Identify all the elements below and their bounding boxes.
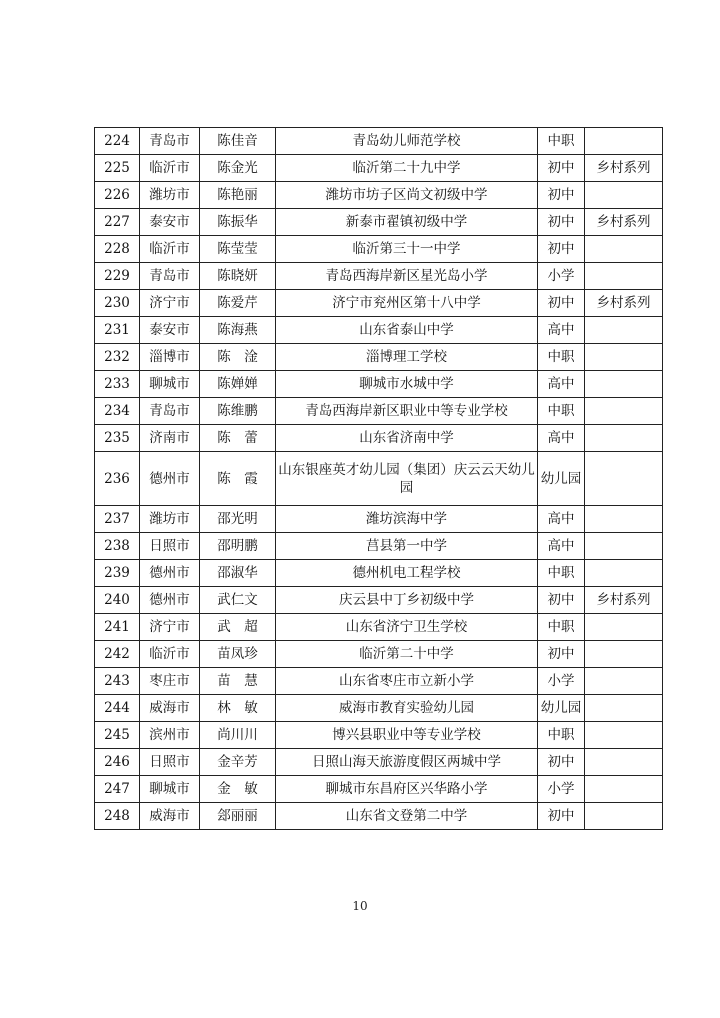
cell-city: 枣庄市 bbox=[140, 668, 200, 695]
cell-city: 威海市 bbox=[140, 803, 200, 830]
table-row bbox=[95, 290, 663, 317]
cell-teacher-name: 陈艳丽 bbox=[200, 182, 276, 209]
cell-school: 青岛西海岸新区星光岛小学 bbox=[276, 263, 538, 290]
cell-city: 淄博市 bbox=[140, 344, 200, 371]
cell-city: 德州市 bbox=[140, 452, 200, 506]
cell-school: 青岛幼儿师范学校 bbox=[276, 128, 538, 155]
cell-serial-number: 241 bbox=[95, 614, 140, 641]
cell-school: 山东省济南中学 bbox=[276, 425, 538, 452]
cell-school-level: 高中 bbox=[538, 533, 585, 560]
cell-school: 聊城市水城中学 bbox=[276, 371, 538, 398]
cell-note: 乡村系列 bbox=[585, 209, 663, 236]
cell-school: 山东省济宁卫生学校 bbox=[276, 614, 538, 641]
cell-teacher-name: 苗凤珍 bbox=[200, 641, 276, 668]
cell-school-level: 高中 bbox=[538, 317, 585, 344]
cell-serial-number: 234 bbox=[95, 398, 140, 425]
cell-school-level: 初中 bbox=[538, 641, 585, 668]
cell-city: 济南市 bbox=[140, 425, 200, 452]
cell-city: 日照市 bbox=[140, 749, 200, 776]
table-row bbox=[95, 614, 663, 641]
cell-note bbox=[585, 317, 663, 344]
cell-school-level: 中职 bbox=[538, 560, 585, 587]
table-row bbox=[95, 344, 663, 371]
cell-city: 聊城市 bbox=[140, 371, 200, 398]
cell-note bbox=[585, 398, 663, 425]
cell-school: 山东省泰山中学 bbox=[276, 317, 538, 344]
cell-city: 日照市 bbox=[140, 533, 200, 560]
cell-school: 山东省枣庄市立新小学 bbox=[276, 668, 538, 695]
cell-serial-number: 231 bbox=[95, 317, 140, 344]
cell-note bbox=[585, 668, 663, 695]
cell-teacher-name: 陈佳音 bbox=[200, 128, 276, 155]
cell-teacher-name: 陈海燕 bbox=[200, 317, 276, 344]
cell-serial-number: 245 bbox=[95, 722, 140, 749]
cell-teacher-name: 邵淑华 bbox=[200, 560, 276, 587]
table-row bbox=[95, 668, 663, 695]
cell-serial-number: 248 bbox=[95, 803, 140, 830]
cell-serial-number: 235 bbox=[95, 425, 140, 452]
cell-serial-number: 242 bbox=[95, 641, 140, 668]
cell-school-level: 中职 bbox=[538, 614, 585, 641]
cell-city: 青岛市 bbox=[140, 398, 200, 425]
cell-school-level: 小学 bbox=[538, 263, 585, 290]
cell-note: 乡村系列 bbox=[585, 587, 663, 614]
cell-school: 日照山海天旅游度假区两城中学 bbox=[276, 749, 538, 776]
cell-city: 泰安市 bbox=[140, 209, 200, 236]
cell-school-level: 初中 bbox=[538, 182, 585, 209]
cell-school-level: 幼儿园 bbox=[538, 695, 585, 722]
cell-serial-number: 233 bbox=[95, 371, 140, 398]
cell-school: 潍坊市坊子区尚文初级中学 bbox=[276, 182, 538, 209]
cell-school-level: 初中 bbox=[538, 209, 585, 236]
cell-note bbox=[585, 560, 663, 587]
cell-school: 青岛西海岸新区职业中等专业学校 bbox=[276, 398, 538, 425]
cell-teacher-name: 邵明鹏 bbox=[200, 533, 276, 560]
cell-note bbox=[585, 533, 663, 560]
cell-serial-number: 228 bbox=[95, 236, 140, 263]
cell-teacher-name: 陈 霞 bbox=[200, 452, 276, 506]
page-number: 10 bbox=[352, 899, 368, 913]
cell-serial-number: 224 bbox=[95, 128, 140, 155]
cell-city: 临沂市 bbox=[140, 155, 200, 182]
cell-note bbox=[585, 128, 663, 155]
cell-serial-number: 238 bbox=[95, 533, 140, 560]
cell-school-level: 初中 bbox=[538, 587, 585, 614]
table-row bbox=[95, 371, 663, 398]
cell-note bbox=[585, 803, 663, 830]
table-row bbox=[95, 803, 663, 830]
cell-serial-number: 243 bbox=[95, 668, 140, 695]
cell-serial-number: 244 bbox=[95, 695, 140, 722]
cell-serial-number: 240 bbox=[95, 587, 140, 614]
cell-note bbox=[585, 182, 663, 209]
cell-city: 济宁市 bbox=[140, 290, 200, 317]
cell-city: 潍坊市 bbox=[140, 182, 200, 209]
cell-school-level: 小学 bbox=[538, 776, 585, 803]
cell-teacher-name: 陈振华 bbox=[200, 209, 276, 236]
roster-table-body bbox=[95, 128, 663, 830]
cell-school-level: 初中 bbox=[538, 749, 585, 776]
cell-note: 乡村系列 bbox=[585, 155, 663, 182]
cell-note bbox=[585, 344, 663, 371]
cell-teacher-name: 陈 淦 bbox=[200, 344, 276, 371]
cell-school: 庆云县中丁乡初级中学 bbox=[276, 587, 538, 614]
cell-serial-number: 226 bbox=[95, 182, 140, 209]
cell-school: 威海市教育实验幼儿园 bbox=[276, 695, 538, 722]
cell-note: 乡村系列 bbox=[585, 290, 663, 317]
cell-note bbox=[585, 749, 663, 776]
cell-school: 德州机电工程学校 bbox=[276, 560, 538, 587]
cell-city: 潍坊市 bbox=[140, 506, 200, 533]
cell-teacher-name: 陈爱芹 bbox=[200, 290, 276, 317]
table-row bbox=[95, 695, 663, 722]
cell-school: 临沂第二十中学 bbox=[276, 641, 538, 668]
table-row bbox=[95, 182, 663, 209]
cell-teacher-name: 陈莹莹 bbox=[200, 236, 276, 263]
cell-school: 山东银座英才幼儿园（集团）庆云云天幼儿园 bbox=[276, 452, 538, 506]
cell-school-level: 高中 bbox=[538, 506, 585, 533]
table-row bbox=[95, 560, 663, 587]
table-row bbox=[95, 506, 663, 533]
cell-teacher-name: 尚川川 bbox=[200, 722, 276, 749]
cell-teacher-name: 陈 蕾 bbox=[200, 425, 276, 452]
cell-school: 莒县第一中学 bbox=[276, 533, 538, 560]
cell-school-level: 中职 bbox=[538, 344, 585, 371]
cell-teacher-name: 陈维鹏 bbox=[200, 398, 276, 425]
cell-city: 临沂市 bbox=[140, 641, 200, 668]
cell-serial-number: 239 bbox=[95, 560, 140, 587]
cell-note bbox=[585, 452, 663, 506]
cell-serial-number: 237 bbox=[95, 506, 140, 533]
table-row bbox=[95, 749, 663, 776]
cell-city: 聊城市 bbox=[140, 776, 200, 803]
cell-teacher-name: 武 超 bbox=[200, 614, 276, 641]
cell-school-level: 幼儿园 bbox=[538, 452, 585, 506]
cell-school: 新泰市翟镇初级中学 bbox=[276, 209, 538, 236]
cell-serial-number: 225 bbox=[95, 155, 140, 182]
cell-school: 济宁市兖州区第十八中学 bbox=[276, 290, 538, 317]
cell-note bbox=[585, 614, 663, 641]
cell-serial-number: 232 bbox=[95, 344, 140, 371]
cell-teacher-name: 邵光明 bbox=[200, 506, 276, 533]
cell-serial-number: 227 bbox=[95, 209, 140, 236]
cell-note bbox=[585, 506, 663, 533]
cell-serial-number: 246 bbox=[95, 749, 140, 776]
cell-teacher-name: 陈婵婵 bbox=[200, 371, 276, 398]
cell-teacher-name: 金 敏 bbox=[200, 776, 276, 803]
cell-teacher-name: 郐丽丽 bbox=[200, 803, 276, 830]
cell-note bbox=[585, 425, 663, 452]
cell-school-level: 中职 bbox=[538, 722, 585, 749]
cell-teacher-name: 陈晓妍 bbox=[200, 263, 276, 290]
cell-school-level: 初中 bbox=[538, 155, 585, 182]
cell-note bbox=[585, 263, 663, 290]
cell-school: 聊城市东昌府区兴华路小学 bbox=[276, 776, 538, 803]
cell-school: 博兴县职业中等专业学校 bbox=[276, 722, 538, 749]
cell-serial-number: 236 bbox=[95, 452, 140, 506]
cell-city: 德州市 bbox=[140, 587, 200, 614]
table-row bbox=[95, 155, 663, 182]
cell-school-level: 初中 bbox=[538, 236, 585, 263]
cell-school: 临沂第三十一中学 bbox=[276, 236, 538, 263]
cell-city: 青岛市 bbox=[140, 128, 200, 155]
table-row bbox=[95, 722, 663, 749]
table-row bbox=[95, 776, 663, 803]
table-row bbox=[95, 317, 663, 344]
cell-city: 青岛市 bbox=[140, 263, 200, 290]
cell-city: 济宁市 bbox=[140, 614, 200, 641]
cell-school: 临沂第二十九中学 bbox=[276, 155, 538, 182]
cell-serial-number: 229 bbox=[95, 263, 140, 290]
cell-note bbox=[585, 641, 663, 668]
cell-city: 泰安市 bbox=[140, 317, 200, 344]
cell-school-level: 中职 bbox=[538, 128, 585, 155]
cell-city: 临沂市 bbox=[140, 236, 200, 263]
cell-school-level: 高中 bbox=[538, 425, 585, 452]
cell-school: 潍坊滨海中学 bbox=[276, 506, 538, 533]
teacher-roster-table bbox=[94, 127, 663, 830]
cell-school-level: 中职 bbox=[538, 398, 585, 425]
table-row bbox=[95, 128, 663, 155]
cell-teacher-name: 武仁文 bbox=[200, 587, 276, 614]
cell-note bbox=[585, 371, 663, 398]
table-row bbox=[95, 533, 663, 560]
cell-city: 威海市 bbox=[140, 695, 200, 722]
table-row bbox=[95, 587, 663, 614]
table-row bbox=[95, 425, 663, 452]
cell-city: 德州市 bbox=[140, 560, 200, 587]
cell-teacher-name: 苗 慧 bbox=[200, 668, 276, 695]
table-row bbox=[95, 452, 663, 506]
cell-teacher-name: 金辛芳 bbox=[200, 749, 276, 776]
cell-school: 淄博理工学校 bbox=[276, 344, 538, 371]
table-row bbox=[95, 641, 663, 668]
cell-school-level: 初中 bbox=[538, 803, 585, 830]
table-row bbox=[95, 263, 663, 290]
table-row bbox=[95, 398, 663, 425]
cell-teacher-name: 林 敏 bbox=[200, 695, 276, 722]
cell-city: 滨州市 bbox=[140, 722, 200, 749]
cell-teacher-name: 陈金光 bbox=[200, 155, 276, 182]
table-row bbox=[95, 209, 663, 236]
cell-note bbox=[585, 236, 663, 263]
cell-note bbox=[585, 776, 663, 803]
cell-school-level: 小学 bbox=[538, 668, 585, 695]
cell-serial-number: 247 bbox=[95, 776, 140, 803]
cell-note bbox=[585, 695, 663, 722]
cell-school-level: 初中 bbox=[538, 290, 585, 317]
table-row bbox=[95, 236, 663, 263]
cell-serial-number: 230 bbox=[95, 290, 140, 317]
cell-note bbox=[585, 722, 663, 749]
cell-school: 山东省文登第二中学 bbox=[276, 803, 538, 830]
cell-school-level: 高中 bbox=[538, 371, 585, 398]
